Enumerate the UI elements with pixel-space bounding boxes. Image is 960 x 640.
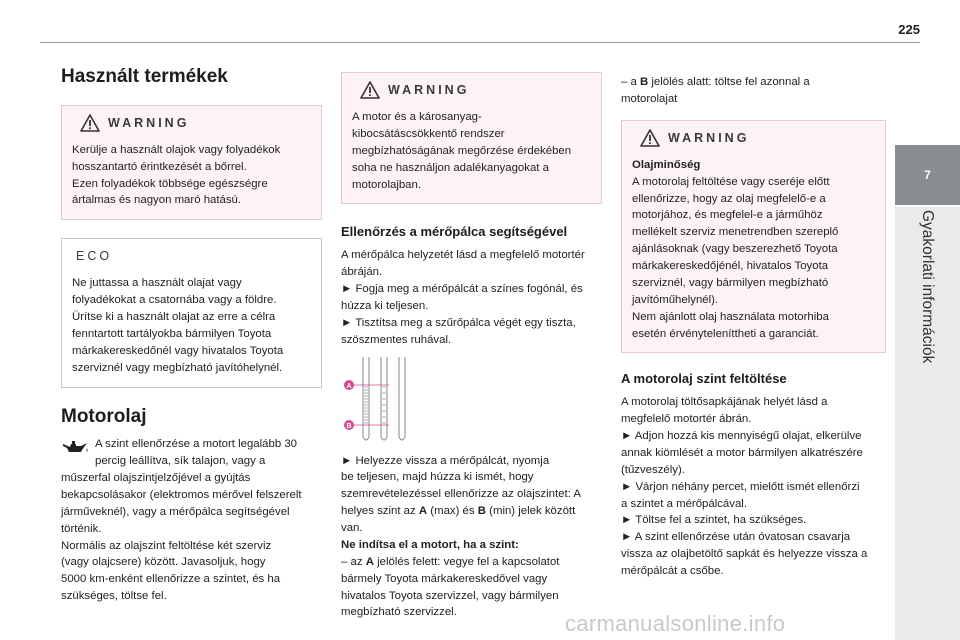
oil-fill-heading: A motorolaj szint feltöltése <box>621 371 787 387</box>
warning-box-oil-quality <box>621 120 886 354</box>
watermark: carmanualsonline.info <box>565 611 786 636</box>
mark-b-label: B <box>346 422 352 430</box>
eco-box <box>61 238 322 387</box>
warning-label: WARNING <box>108 115 190 130</box>
do-not-start-line: Ne indítsa el a motort, ha a szint: <box>341 538 519 551</box>
warning-text: Kerülje a használt olajok vagy folyadékok hosszantartó érintkezését a bőrrel. Ezen folyadékok többsége egészségre ártalmas és nagyon maró hatású. <box>72 143 281 207</box>
dipstick-level-text: ► Helyezze vissza a mérőpálcát, nyomja be teljesen, majd húzza ki ismét, hogy szemrevételezéssel ellenőrizze az olajszintet: A helyes szint az A (max) és B (min) jelek között van. <box>341 454 581 535</box>
warning-text: A motor és a károsanyag- kibocsátáscsökkentő rendszer megbízhatóságának megőrzése érdekében soha ne használjon adalékanyagokat a motorolajban. <box>352 111 572 191</box>
header-rule <box>40 42 920 43</box>
column-1 <box>61 66 322 605</box>
eco-text: Ne juttassa a használt olajat vagy folyadékokat a csatornába vagy a földre. Ürítse ki a használt olajat az erre a célra fenntartott tartályokba bármilyen Toyota márkakereskedőnél vagy hivatalos Toyota szerviznél vagy megbízható javítóhelynél. <box>72 277 284 374</box>
warning-triangle-icon <box>360 81 380 99</box>
dipstick-check-heading: Ellenőrzés a mérőpálca segítségével <box>341 224 568 240</box>
oil-quality-text: A motorolaj feltöltése vagy cseréje előtt ellenőrizze, hogy az olaj megfelelő-e a motorjához, és megfelel-e a járműhöz mellékelt szerviz menetrendben szereplő ajánlásoknak (vagy beszerezhető Toyota márkakereskedőjénél, hivatalos Toyota szerviznél, vagy bármilyen megbízható javítóműhelynél). Nem ajánlott olaj használata motorhiba esetén érvényteleníttheti a garanciát. <box>632 175 839 340</box>
oil-quality-title: Olajminőség <box>632 158 701 171</box>
warning-triangle-icon <box>640 129 660 147</box>
warning-box-used-fluids <box>61 105 322 221</box>
motor-oil-text: műszerfal olajszintjelzőjével a gyújtás bekapcsolásakor (elektromos mérővel felszerelt járműveknél), vagy a mérőpálca segítségével történik. Normális az olajszint feltöltése két szerviz (vagy olajcsere) között. Javasoljuk, hogy 5000 km-enként ellenőrizze a szintet, és ha szükséges, töltse fel. <box>61 472 302 603</box>
mark-a-label: A <box>346 382 352 390</box>
chapter-tab: 7 <box>895 145 960 205</box>
eco-label: ECO <box>76 249 113 264</box>
motor-oil-intro: A szint ellenőrzése a motort legalább 30 percig leállítva, sík talajon, vagy a <box>95 438 297 468</box>
page-number: 225 <box>898 22 920 37</box>
warning-label: WARNING <box>388 83 470 97</box>
below-b-text: – a B jelölés alatt: töltse fel azonnal a motorolajat <box>621 76 810 105</box>
motor-oil-heading: Motorolaj <box>61 405 147 427</box>
warning-box-additives <box>341 72 602 204</box>
oil-fill-text: A motorolaj töltősapkájának helyét lásd a megfelelő motortér ábrán. ► Adjon hozzá kis mennyiségű olajat, elkerülve annak kiömlését a motor bármilyen alkatrészére (tűzveszély). ► Várjon néhány percet, mielőtt ismét ellenőrzi a szintet a mérőpálcával. ► Töltse fel a szintet, ha szükséges. ► A szint ellenőrzése után óvatosan csavarja vissza az olajbetöltő sapkát és helyezze vissza a mérőpálcát a csőbe. <box>621 396 868 578</box>
dipstick-check-text: A mérőpálca helyzetét lásd a megfelelő motortér ábráján. ► Fogja meg a mérőpálcát a színes fogónál, és húzza ki teljesen. ► Tisztítsa meg a szűrőpálca végét egy tiszta, szöszmentes ruhával. <box>341 249 585 346</box>
column-2 <box>341 66 602 621</box>
dipstick-diagram <box>341 357 441 447</box>
warning-label: WARNING <box>668 130 750 145</box>
chapter-title: Gyakorlati információk <box>919 210 936 364</box>
used-products-heading: Használt termékek <box>61 66 228 87</box>
column-3 <box>621 66 886 580</box>
oil-can-icon <box>61 438 89 458</box>
above-a-text: – az A jelölés felett: vegye fel a kapcsolatot bármely Toyota márkakereskedővel vagy hivatalos Toyota szervizzel, vagy bármilyen megbízható szervizzel. <box>341 555 560 619</box>
warning-triangle-icon <box>80 114 100 132</box>
